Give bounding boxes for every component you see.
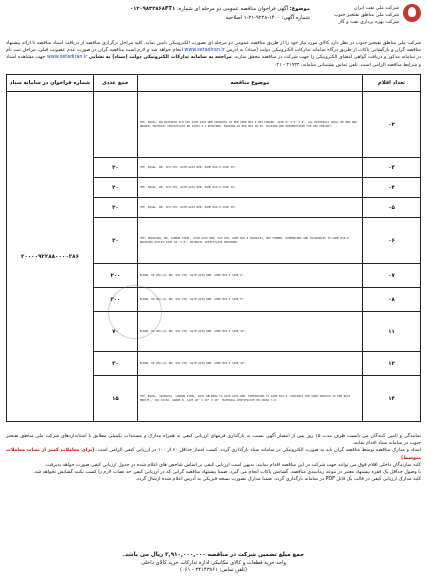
note-paragraph: نمایندگی و تامین کنندگان می بایست ظرف مدت ۱۵ روز پس از انتشار آگهی نسبت به بارگذاری فرمهای ارزیابی کیفی به همراه مدارک و مستندات تکمیلی مطابق با استانداردهای شرکت ملی مناطق نفتخیز جنوب در سامانه ستاد اقدام نمایند. xyxy=(6,434,421,447)
nioc-logo-icon xyxy=(403,4,421,22)
issuing-unit: واحد خرید قطعات و کالای مکانیکی اداره تدارکات خرید کالای داخلی xyxy=(140,559,287,566)
table-row: ۰۴ TEE, EQUAL, BW, SCH STD, ASTM A234 WPB, ASME B16.9 SIZE 12". ۲۰ xyxy=(7,178,421,198)
notes-section xyxy=(6,433,421,483)
note-paragraph: اسناد و مدارک مناقصه توسط مناقصه گران باید به صورت الکترونیکی در سامانه ستاد بارگذاری گردد. کسب امتیاز حداقل ۶۰ از ۱۰۰ در ارزیابی کیفی الزامی است. (برای معاملات کمتر از نصاب معاملات متوسط) xyxy=(6,448,422,461)
table-row: ۰۳ TEE, EQUAL, BW, SCH STD, ASTM A234 WPB, ASME B16.9 SIZE 10". ۲۰ xyxy=(7,158,421,178)
watermark-stamp xyxy=(108,285,162,339)
header-call-number: شماره فراخوان در سامانه ستاد xyxy=(7,75,94,92)
table-row: ۱۲ ELBOW, 90 DEG LR, BW, SCH STD, ASTM A234 WPB, ASME B16.9 SIZE 16". ۳۰ xyxy=(7,352,421,376)
table-row: ۰۲ TEE, EQUAL, BW BUTTWELD SCH STD ASTM A234 WPB SEAMLESS AS PER ASME B16.9 HOT FORGED. SIZE 8" X 8" X 8". ALL MATERIALS SHALL BE NEW AND UNUSED. MATERIAL CERTIFICATE EN 10204 3.1 REQUIRED. MARKING AS PER MSS SP-25. PACKING AND PRESERVATION FOR SEA FREIGHT. ۲۰۰۰۰۹۲۲۸۸۰۰۰۰۲۸۶ xyxy=(7,92,421,158)
logo-text: شرکت ملی نفت ایران شرکت ملی مناطق نفتخیز جنوب شرکت بهره برداری نفت و گاز xyxy=(333,6,399,25)
table-row: ۰۶ TEE, REDUCING, BW, CARBON STEEL, ASTM A234 WPB, SCH STD, ASME B16.9 SEAMLESS, HOT FORMED. DIMENSIONS AND TOLERANCES TO ASME B16.9. REDUCING OUTLET SIZE 10" X 8". MATERIAL CERTIFICATE REQUIRED. ۲۰ xyxy=(7,218,421,264)
table-row: ۰۷ ELBOW, 90 DEG LR, BW, SCH STD, ASTM A234 WPB, ASME B16.9 SIZE 6". ۲۰۰ xyxy=(7,264,421,288)
company-logo xyxy=(329,4,421,32)
table-row: ۰۸ ELBOW, 90 DEG LR, BW, SCH STD, ASTM A234 WPB, ASME B16.9 SIZE 8". ۳۰۰ xyxy=(7,288,421,312)
call-number: ۲۰۰۰۰۹۲۲۸۸۰۰۰۰۲۸۶ xyxy=(7,92,94,422)
notice-header xyxy=(120,5,310,22)
intro-paragraph: شرکت ملی مناطق نفتخیز جنوب در نظر دارد کالای مورد نیاز خود را از طریق مناقصه عمومی دو مرحله ای بصورت الکترونیکی تامین نماید. کلیه مراحل برگزاری مناقصه از دریافت اسناد مناقصه تا ارائه پیشنهاد مناقصه گران و بازگشایی پاکات از طریق درگاه سامانه تدارکات الکترونیکی دولت (ستاد) به آدرس www.setadiran.ir انجام خواهد شد و لازم است مناقصه گران در صورت عدم عضویت قبلی، مراحل ثبت نام در سامانه مذکور و دریافت گواهی امضای الکترونیکی را جهت شرکت در مناقصه محقق سازند. مراجعه به سامانه تدارکات الکترونیکی دولت (ستاد) به نشانی www.setadiran.ir جهت مشاهده اسناد و شرایط مناقصه الزامی است. تلفن تماس پشتیبانی سامانه: ۴۱۹۳۴ - ۰۲۱ xyxy=(6,41,421,68)
note-paragraph: کلیه سازندگان داخلی اقلام فوق می توانند جهت شرکت در این مناقصه اقدام نمایند. بدیهی است ارزیابی کیفی بر اساس شاخص های اعلام شده در جدول ارزیابی کیفی صورت خواهد پذیرفت. xyxy=(44,462,421,468)
setad-link[interactable]: www.setadiran.ir xyxy=(184,48,225,54)
tender-items-table xyxy=(6,74,421,422)
guarantee-amount: جمع مبلغ تضمین شرکت در مناقصه ۲,۹۱۰,۰۰۰,۰۰۰ ریال می باشد. xyxy=(122,552,305,558)
note-paragraph: کلیه مدارک ارزیابی کیفی در قالب یک فایل PDF در سامانه بارگذاری گردد. ضمنا مدارک بصورت نسخه فیزیکی به آدرس اعلام شده ارسال گردد. xyxy=(135,477,421,483)
table-row: ۱۴ TEE, EQUAL, SEAMLESS, CARBON STEEL, BUTT WELDING TO ASTM A234 WPB, DIMENSIONS TO ASME B16.9. SUITABLE FOR SOUR SERVICE AS PER NACE MR0175 / ISO 15156. GRADE B, SIZE 20" X 20" X 20". MATERIAL CERTIFICATE EN 10204 3.2. ۱۵ xyxy=(7,376,421,422)
ad-number: شماره آگهی: ۱۴۰۰-۹۲۲۸-۲۱-۱ اصلاحیه xyxy=(225,14,310,21)
tender-number: ۰۱۲۰۹۸۳۲۸۶۸FT۱ xyxy=(130,6,176,12)
contact-phone: (تلفن تماس: ۳۴۱۴۳۸۶۱ - ۰۶۱) xyxy=(179,567,248,573)
threshold-note: (برای معاملات کمتر از نصاب معاملات متوسط) xyxy=(6,448,421,461)
setad-link-2[interactable]: www.setadiran.ir xyxy=(46,55,88,61)
header-item-count: تعداد اقلام xyxy=(363,75,421,92)
footer xyxy=(0,552,427,575)
header-subject: موضوع مناقصه xyxy=(137,75,362,92)
note-paragraph: با وصول حداقل یک فقره پیشنهاد معتبر در موعد زمانبندی مناقصه، گشایش پاکات انجام می گیرد. ضمنا پیشنهاد مناقصه گرانی که در ارزیابی کیفی حد نصاب لازم را کسب نکنند گشایش نخواهد شد. xyxy=(33,470,421,476)
table-row: ۱۱ ELBOW, 90 DEG LR, BW, SCH STD, ASTM A234 WPB, ASME B16.9 SIZE 12". ۷۰ xyxy=(7,312,421,352)
table-row: ۰۵ TEE, EQUAL, BW, SCH STD, ASTM A234 WPB, ASME B16.9 SIZE 16". ۲۰ xyxy=(7,198,421,218)
subject-value: آگهی فراخوان مناقصه عمومی دو مرحله ای شماره: xyxy=(176,6,288,12)
table-header-row xyxy=(7,75,421,92)
header-quantity: جمع عددی xyxy=(93,75,137,92)
subject-label: موضوع: xyxy=(289,6,310,12)
